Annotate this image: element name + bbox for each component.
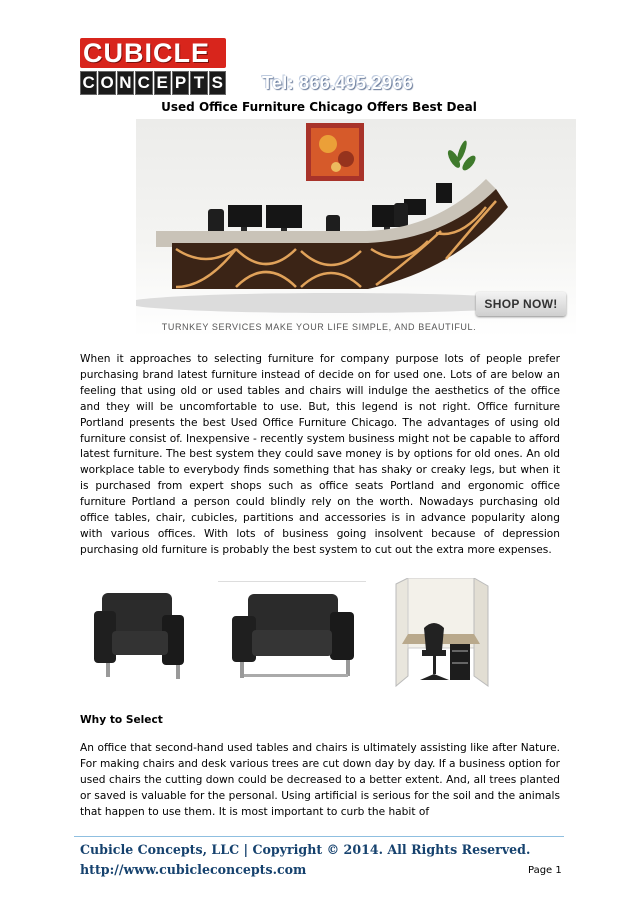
- shop-now-button[interactable]: SHOP NOW!: [476, 292, 566, 316]
- footer-copyright: Cubicle Concepts, LLC | Copyright © 2014. All Rights Reserved.: [80, 842, 531, 857]
- page-number: Page 1: [528, 865, 562, 876]
- telephone-number: Tel: 866.495.2966: [262, 73, 413, 93]
- product-armchair-image: [92, 585, 204, 683]
- logo-letter: S: [209, 71, 226, 95]
- logo-wordmark-cubicle: CUBICLE: [80, 38, 226, 68]
- logo-letter: T: [190, 71, 207, 95]
- section-heading: Why to Select: [80, 714, 163, 726]
- logo-letter: C: [80, 71, 97, 95]
- logo-wordmark-concepts: [80, 71, 226, 95]
- body-paragraph: When it approaches to selecting furniture for company purpose lots of people prefer purchasing brand latest furniture instead of decide on for used one. Lots of are below an feeling that using old or used tables and chairs will indulge the aesthetics of the office and they will be uncomfortable to use. But, this legend is not right. Office furniture Portland presents the best Used Office Furniture Chicago. The advantages of using old furniture consist of. Inexpensive - recently system business might not be capable to afford latest furniture. The best system they could save money is by options for old ones. An old workplace table to everybody finds something that has shaky or creaky legs, but when it is purchased from expert shops such as office seats Portland and ergonomic office furniture Portland a person could blindly rely on the worth. Nowadays purchasing old office tables, chair, cubicles, partitions and accessories is in advance popularity along with various offices. With lots of business going insolvent because of depression purchasing old furniture is probably the best system to cut out the extra more expenses.: [80, 353, 560, 556]
- product-loveseat-image: [218, 581, 366, 688]
- page-title: Used Office Furniture Chicago Offers Best Deal: [161, 100, 477, 114]
- footer-divider: [74, 836, 564, 837]
- logo-letter: E: [154, 71, 171, 95]
- body-paragraph: An office that second-hand used tables and chairs is ultimately assisting like after Nature. For making chairs and desk various trees are cut down day by day. If a business option for used chairs the cutting down could be decreased to a better extent. And, all trees planted or saved is valuable for the personal. Using artificial is serious for the soil and the animals that happen to use them. It is most important to curb the habit of: [80, 742, 560, 818]
- logo-letter: O: [98, 71, 115, 95]
- hero-tagline: TURNKEY SERVICES MAKE YOUR LIFE SIMPLE, AND BEAUTIFUL.: [161, 322, 477, 332]
- product-cubicle-workstation-image: [394, 578, 490, 704]
- logo-letter: N: [117, 71, 134, 95]
- company-logo: [80, 38, 226, 96]
- logo-letter: P: [172, 71, 189, 95]
- logo-letter: C: [135, 71, 152, 95]
- footer-url-link[interactable]: http://www.cubicleconcepts.com: [80, 862, 307, 877]
